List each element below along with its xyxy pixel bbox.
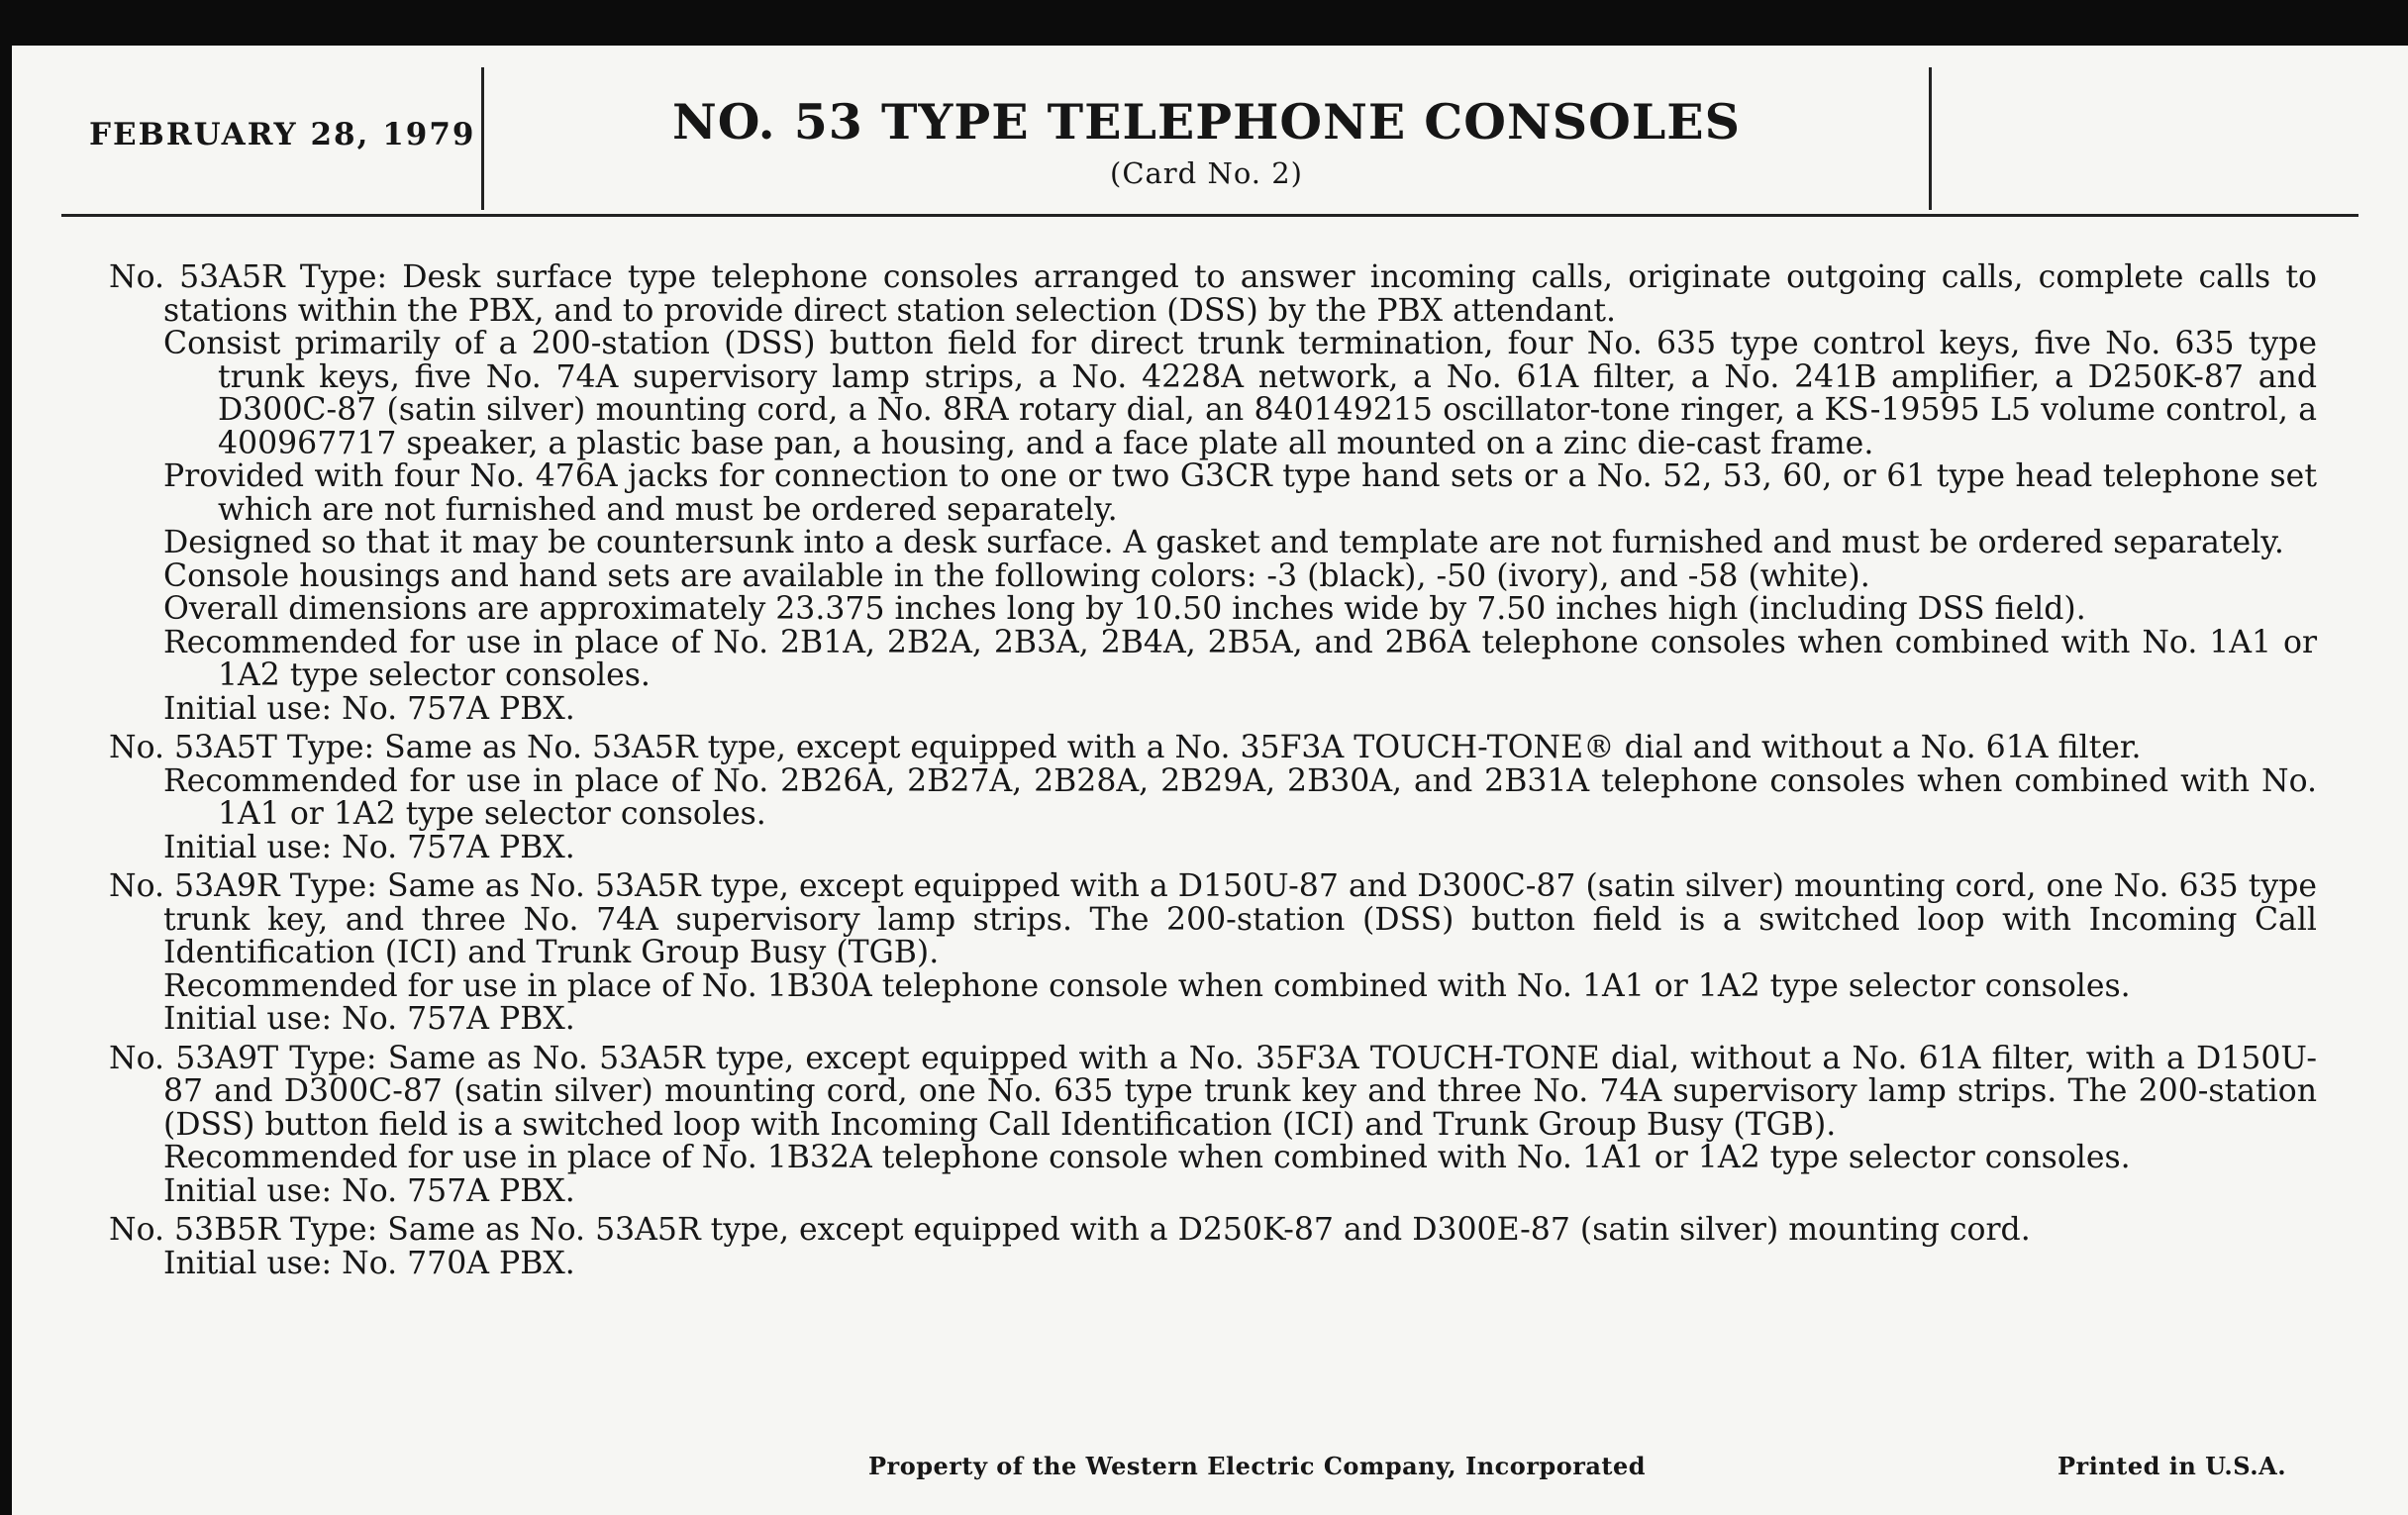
entry-paragraph: Console housings and hand sets are available in the following colors: -3 (black), -50 (ivory), and -58 (white). xyxy=(163,557,1870,594)
card-number: (Card No. 2) xyxy=(1110,156,1303,190)
page-title: NO. 53 TYPE TELEPHONE CONSOLES xyxy=(671,93,1742,151)
entry-paragraph: Recommended for use in place of No. 1B32A telephone console when combined with No. 1A1 or 1A2 type selector consoles. xyxy=(163,1140,2131,1175)
entry-initial-use: Initial use: No. 757A PBX. xyxy=(163,690,575,727)
entry-description: No. 53B5R Type: Same as No. 53A5R type, except equipped with a D250K-87 and D300E-87 (satin silver) mounting cord. xyxy=(109,1212,2031,1248)
entry-53a5t xyxy=(109,732,2317,864)
entry-53a9r xyxy=(109,870,2317,1037)
entry-paragraph: Designed so that it may be countersunk into a desk surface. A gasket and template are not furnished and must be ordered separately. xyxy=(163,525,2284,560)
entry-initial-use: Initial use: No. 757A PBX. xyxy=(163,829,575,865)
entry-53b5r xyxy=(109,1214,2317,1280)
entry-description: No. 53A9R Type: Same as No. 53A5R type, except equipped with a D150U-87 and D300C-87 (satin silver) mounting cord, one No. 635 type trunk key, and three No. 74A supervisory lamp strips. The 200-station (DSS) button field is a switched loop with Incoming Call Identification (ICI) and Trunk Group Busy (TGB). xyxy=(109,868,2317,970)
entry-paragraph: Recommended for use in place of No. 2B1A, 2B2A, 2B3A, 2B4A, 2B5A, and 2B6A telephone consoles when combined with No. 1A1 or 1A2 type selector consoles. xyxy=(163,624,2317,693)
entry-53a5r xyxy=(109,261,2317,726)
printed-notice: Printed in U.S.A. xyxy=(2057,1452,2287,1480)
entry-paragraph: Provided with four No. 476A jacks for connection to one or two G3CR type hand sets or a No. 52, 53, 60, or 61 type head telephone set which are not furnished and must be ordered separately. xyxy=(163,458,2317,528)
catalog-card xyxy=(12,46,2408,1515)
entry-initial-use: Initial use: No. 770A PBX. xyxy=(163,1245,575,1281)
property-notice: Property of the Western Electric Company, Incorporated xyxy=(868,1452,1647,1480)
card-body xyxy=(109,261,2317,1286)
entry-initial-use: Initial use: No. 757A PBX. xyxy=(163,1172,575,1209)
card-date: FEBRUARY 28, 1979 xyxy=(89,117,476,152)
entry-paragraph: Recommended for use in place of No. 2B26A, 2B27A, 2B28A, 2B29A, 2B30A, and 2B31A telephone consoles when combined with No. 1A1 or 1A2 type selector consoles. xyxy=(163,762,2317,832)
entry-53a9t xyxy=(109,1040,2317,1209)
entry-paragraph: Consist primarily of a 200-station (DSS) button field for direct trunk termination, four No. 635 type control keys, five No. 635 type trunk keys, five No. 74A supervisory lamp strips, a No. 4228A network, a No. 61A filter, a No. 241B amplifier, a D250K-87 and D300C-87 (satin silver) mounting cord, a No. 8RA rotary dial, an 840149215 oscillator-tone ringer, a KS-19595 L5 volume control, a 400967717 speaker, a plastic base pan, a housing, and a face plate all mounted on a zinc die-cast frame. xyxy=(163,326,2317,461)
entry-paragraph: Recommended for use in place of No. 1B30A telephone console when combined with No. 1A1 or 1A2 type selector consoles. xyxy=(163,967,2131,1004)
entry-description: No. 53A5R Type: Desk surface type telephone consoles arranged to answer incoming calls, originate outgoing calls, complete calls to stations within the PBX, and to provide direct station selection (DSS) by the PBX attendant. xyxy=(109,259,2317,329)
entry-description: No. 53A5T Type: Same as No. 53A5R type, except equipped with a No. 35F3A TOUCH-TONE® dial and without a No. 61A filter. xyxy=(109,730,2142,765)
header-divider-right xyxy=(1929,67,1932,210)
entry-paragraph: Overall dimensions are approximately 23.375 inches long by 10.50 inches wide by 7.50 inches high (including DSS field). xyxy=(163,591,2086,627)
entry-initial-use: Initial use: No. 757A PBX. xyxy=(163,1001,575,1037)
header-rule xyxy=(61,214,2358,217)
entry-description: No. 53A9T Type: Same as No. 53A5R type, except equipped with a No. 35F3A TOUCH-TONE dial, without a No. 61A filter, with a D150U-87 and D300C-87 (satin silver) mounting cord, one No. 635 type trunk key and three No. 74A supervisory lamp strips. The 200-station (DSS) button field is a switched loop with Incoming Call Identification (ICI) and Trunk Group Busy (TGB). xyxy=(109,1040,2317,1143)
